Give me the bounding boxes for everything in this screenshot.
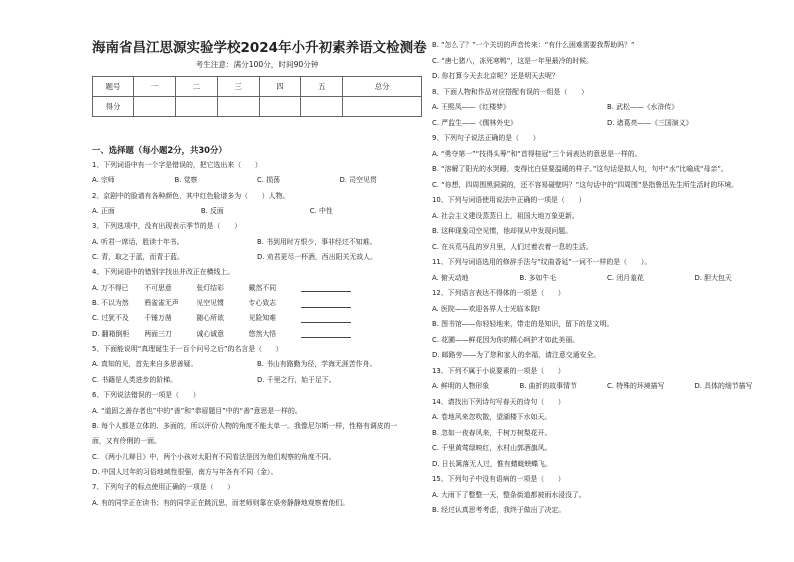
word: 见险知难 bbox=[248, 314, 277, 323]
score-cell[interactable] bbox=[134, 97, 176, 117]
option: A. 万不得已 bbox=[92, 283, 129, 292]
option[interactable]: C. 书籍是人类进步的阶梯。 bbox=[92, 375, 177, 384]
score-cell[interactable] bbox=[259, 97, 301, 117]
table-cell: 题号 bbox=[93, 77, 134, 97]
option[interactable]: A. 社会主义建设蒸蒸日上，祖国大地万象更新。 bbox=[432, 211, 579, 220]
option[interactable]: A. 正面 bbox=[92, 207, 115, 216]
score-cell[interactable] bbox=[175, 97, 217, 117]
option[interactable]: C. 严监生——《儒林外史》 bbox=[432, 118, 517, 127]
options-3b bbox=[92, 250, 422, 265]
options-5b bbox=[92, 373, 422, 388]
table-cell: 四 bbox=[259, 77, 301, 97]
options-13 bbox=[432, 379, 782, 395]
option[interactable]: A. 医院——欢迎各界人士光临本院! bbox=[432, 304, 541, 313]
answer-blank[interactable] bbox=[301, 329, 351, 338]
table-cell: 三 bbox=[217, 77, 259, 97]
word: 专心致志 bbox=[248, 299, 277, 308]
option[interactable]: C. 青，取之于蓝，而青于蓝。 bbox=[92, 253, 184, 262]
word: 两面三刀 bbox=[144, 329, 172, 338]
option[interactable]: B. 书到用时方恨少，事非经过不知难。 bbox=[257, 237, 377, 246]
option[interactable]: A. 鲜明的人物形象 bbox=[432, 382, 490, 390]
option[interactable]: B. “溶解了阳光的水哭睡，变得比白昼要温暖的样子。”这句话是拟人句，句中“水”比喻成“母亲”。 bbox=[432, 165, 728, 173]
option[interactable]: A. “勇夺第一”“技得头筹”和“首得桂冠”三个词表达的意思是一样的。 bbox=[432, 149, 642, 158]
option[interactable]: D. 具体的细节描写 bbox=[694, 382, 753, 390]
word: 不可思意 bbox=[144, 283, 172, 292]
option[interactable]: D. 劝君更尽一杯酒，西出阳关无故人。 bbox=[257, 253, 377, 262]
option[interactable]: C. “唐七猪八，冻死寒鸭”，这是一年里最冷的时候。 bbox=[432, 56, 594, 65]
option: C. 过犹不及 bbox=[92, 314, 129, 323]
option[interactable]: C. 中性 bbox=[309, 207, 333, 216]
options-4d bbox=[92, 327, 422, 342]
option[interactable]: B. 曲折的故事情节 bbox=[519, 382, 577, 390]
question-6: 6、下列说法错误的一项是（ ） bbox=[92, 391, 200, 400]
options-8a bbox=[432, 100, 782, 116]
option[interactable]: B. 多如牛毛 bbox=[519, 273, 557, 282]
options-8b bbox=[432, 116, 782, 132]
word: 诚心诚意 bbox=[196, 329, 224, 338]
question-15: 15、下列句子中没有语病的一项是（ ） bbox=[432, 475, 565, 483]
word: 悠然大悟 bbox=[248, 329, 277, 338]
options-4b bbox=[92, 296, 422, 311]
options-2 bbox=[92, 204, 422, 219]
option[interactable]: B. 觉察 bbox=[174, 176, 198, 185]
word: 见空见惯 bbox=[196, 299, 224, 308]
option[interactable]: A. 真知的见，首先来自多思善疑。 bbox=[92, 360, 198, 369]
option[interactable]: D. 司空见贯 bbox=[339, 176, 377, 185]
question-7: 7、下列句子的标点使用正确的一项是（ ） bbox=[92, 483, 235, 492]
question-9: 9、下列句子说法正确的是（ ） bbox=[432, 134, 540, 142]
score-cell[interactable] bbox=[343, 97, 422, 117]
option[interactable]: C. 闭月羞花 bbox=[607, 273, 644, 282]
option[interactable]: A. 大雨下了整整一天，整条街道都被雨水浸没了。 bbox=[432, 490, 586, 499]
question-4: 4、下列词语中的错别字找出并改正在横线上。 bbox=[92, 268, 235, 277]
question-1: 1、下列词语中有一个字是错误的，把它选出来（ ） bbox=[92, 161, 262, 169]
option[interactable]: B. 忽如一夜春风来，千树万树梨花开。 bbox=[432, 428, 552, 437]
answer-blank[interactable] bbox=[301, 299, 351, 308]
answer-blank[interactable] bbox=[301, 314, 351, 323]
option[interactable]: D. 千里之行，始于足下。 bbox=[257, 375, 336, 384]
option[interactable]: C. 特殊的环境描写 bbox=[607, 382, 665, 390]
question-3: 3、下列选项中，没有出现表示季节的是（ ） bbox=[92, 222, 242, 231]
option: D. 翻箱倒柜 bbox=[92, 329, 130, 338]
option[interactable]: A. 有的同学正在读书；有的同学正在跳沉思，而老师则靠在桌旁静静地观察着他们。 bbox=[92, 498, 350, 507]
option[interactable]: D. 中国人过年的习俗地域性很强，南方与年各有不同（金）。 bbox=[92, 467, 278, 476]
option[interactable]: D. 日长篱落无人过，惟有蜻蜓蛱蝶飞。 bbox=[432, 459, 552, 468]
option[interactable]: D. 你打算今天去北京呢？还是明天去呢？ bbox=[432, 72, 559, 80]
option[interactable]: C. 在兵荒马乱的岁月里，人们过着衣着一息的生活。 bbox=[432, 242, 593, 251]
option[interactable]: A. 听君一席话，胜读十年书。 bbox=[92, 237, 184, 246]
option[interactable]: C. 花圃——鲜花因为你的精心呵护才如此美丽。 bbox=[432, 335, 580, 344]
options-4c bbox=[92, 311, 422, 326]
word: 随心所欲 bbox=[196, 314, 224, 323]
options-4a bbox=[92, 281, 422, 296]
score-cell[interactable] bbox=[301, 97, 343, 117]
question-5: 5、下面能说明“真理诞生于一百个问号之后”的名言是（ ） bbox=[92, 345, 283, 354]
question-13: 13、下列不属于小说要素的一项是（ ） bbox=[432, 366, 565, 375]
exam-notice: 考生注意：满分100分，时间90分钟 bbox=[195, 60, 319, 69]
question-11: 11、下列与词语选用的修辞手法与“纹曲香延”一词不一样的是（ ）。 bbox=[432, 258, 652, 266]
option[interactable]: A. 宗师 bbox=[92, 176, 115, 185]
question-8: 8、下面人物和作品对应搭配有误的一组是（ ） bbox=[432, 87, 588, 96]
option[interactable]: D. 诸葛亮——《三国演义》 bbox=[607, 118, 693, 127]
word: 戴然不同 bbox=[248, 283, 277, 292]
option[interactable]: B. 图书馆——你轻轻地来，带走的是知识，留下的是文明。 bbox=[432, 320, 614, 328]
options-5a bbox=[92, 357, 422, 372]
option[interactable]: A. 俯天动地 bbox=[432, 273, 469, 282]
answer-blank[interactable] bbox=[301, 283, 351, 292]
option[interactable]: B. 这种现象司空见惯，他却视从中发现问题。 bbox=[432, 227, 573, 235]
option[interactable]: B. “怎么了？”一个关切的声音传来：“有什么困难需要我帮助吗？” bbox=[432, 41, 635, 49]
option[interactable]: B. 经过认真思考考虑，我终于做出了决定。 bbox=[432, 506, 566, 514]
right-column bbox=[432, 38, 782, 519]
option[interactable]: C. “你想，四周围黑洞洞的，还不容易碰壁吗？”这句话中的“四周围”是指鲁迅先生所生活时的环境。 bbox=[432, 180, 738, 189]
options-11 bbox=[432, 271, 782, 287]
table-cell: 一 bbox=[134, 77, 176, 97]
page-title: 海南省昌江思源实验学校2024年小升初素养语文检测卷 bbox=[92, 40, 427, 56]
table-row bbox=[93, 77, 422, 97]
options-3a bbox=[92, 235, 422, 250]
table-cell: 总分 bbox=[343, 77, 422, 97]
question-2: 2、京剧中的脸谱有各种颜色，其中红色脸谱多为（ ）人物。 bbox=[92, 191, 290, 200]
table-cell: 五 bbox=[301, 77, 343, 97]
word: 张灯结彩 bbox=[196, 283, 224, 292]
word: 鸦雀雀无声 bbox=[144, 299, 179, 308]
option: B. 不以为然 bbox=[92, 299, 129, 308]
option[interactable]: C. 损荡 bbox=[257, 176, 280, 185]
left-column bbox=[92, 38, 427, 511]
question-10: 10、下列与词语使用说法中正确的一项是（ ） bbox=[432, 196, 586, 204]
question-12: 12、下列语言表达不得体的一项是（ ） bbox=[432, 289, 565, 297]
table-row bbox=[93, 97, 422, 117]
option[interactable]: A. 卷地风来忽吹散，望湖楼下水如天。 bbox=[432, 413, 552, 421]
table-cell: 二 bbox=[175, 77, 217, 97]
option[interactable]: B. 每个人都是立体的、多面的，所以评价人物的角度不能太单一。我像尼尔斯一样，性格有调皮的一 bbox=[92, 421, 398, 430]
option[interactable]: D. 胆大包天 bbox=[694, 273, 732, 282]
option[interactable]: B. 反面 bbox=[200, 207, 224, 216]
score-table bbox=[92, 76, 422, 117]
option[interactable]: A. 王熙凤——《红楼梦》 bbox=[432, 103, 510, 111]
option[interactable]: B. 武松——《水浒传》 bbox=[607, 103, 679, 111]
option[interactable]: A. “道固之善存者也”中的“善”和“恭眉题目”中的“善”意思是一样的。 bbox=[92, 406, 302, 415]
score-cell[interactable] bbox=[217, 97, 259, 117]
option-continued: 面，又有伶俐的一面。 bbox=[92, 437, 161, 446]
table-cell: 得分 bbox=[93, 97, 134, 117]
option[interactable]: D. 邮路旁——为了您和家人的幸福，请注意交通安全。 bbox=[432, 351, 601, 359]
option[interactable]: C. 千里黄莺绿映红，水村山郭酒旗风。 bbox=[432, 444, 552, 452]
section-heading: 一、选择题（每小题2分，共30分） bbox=[92, 145, 227, 155]
option[interactable]: B. 书山有路勤为径，学海无涯苦作舟。 bbox=[257, 360, 377, 369]
option[interactable]: C. 《两小儿辩日》中，两个小孩对太阳有不同看法是因为他们观察的角度不同。 bbox=[92, 452, 336, 461]
options-1 bbox=[92, 173, 422, 188]
word: 千锤万凿 bbox=[144, 314, 172, 323]
question-14: 14、请找出下列诗句写春天的诗句（ ） bbox=[432, 397, 565, 406]
